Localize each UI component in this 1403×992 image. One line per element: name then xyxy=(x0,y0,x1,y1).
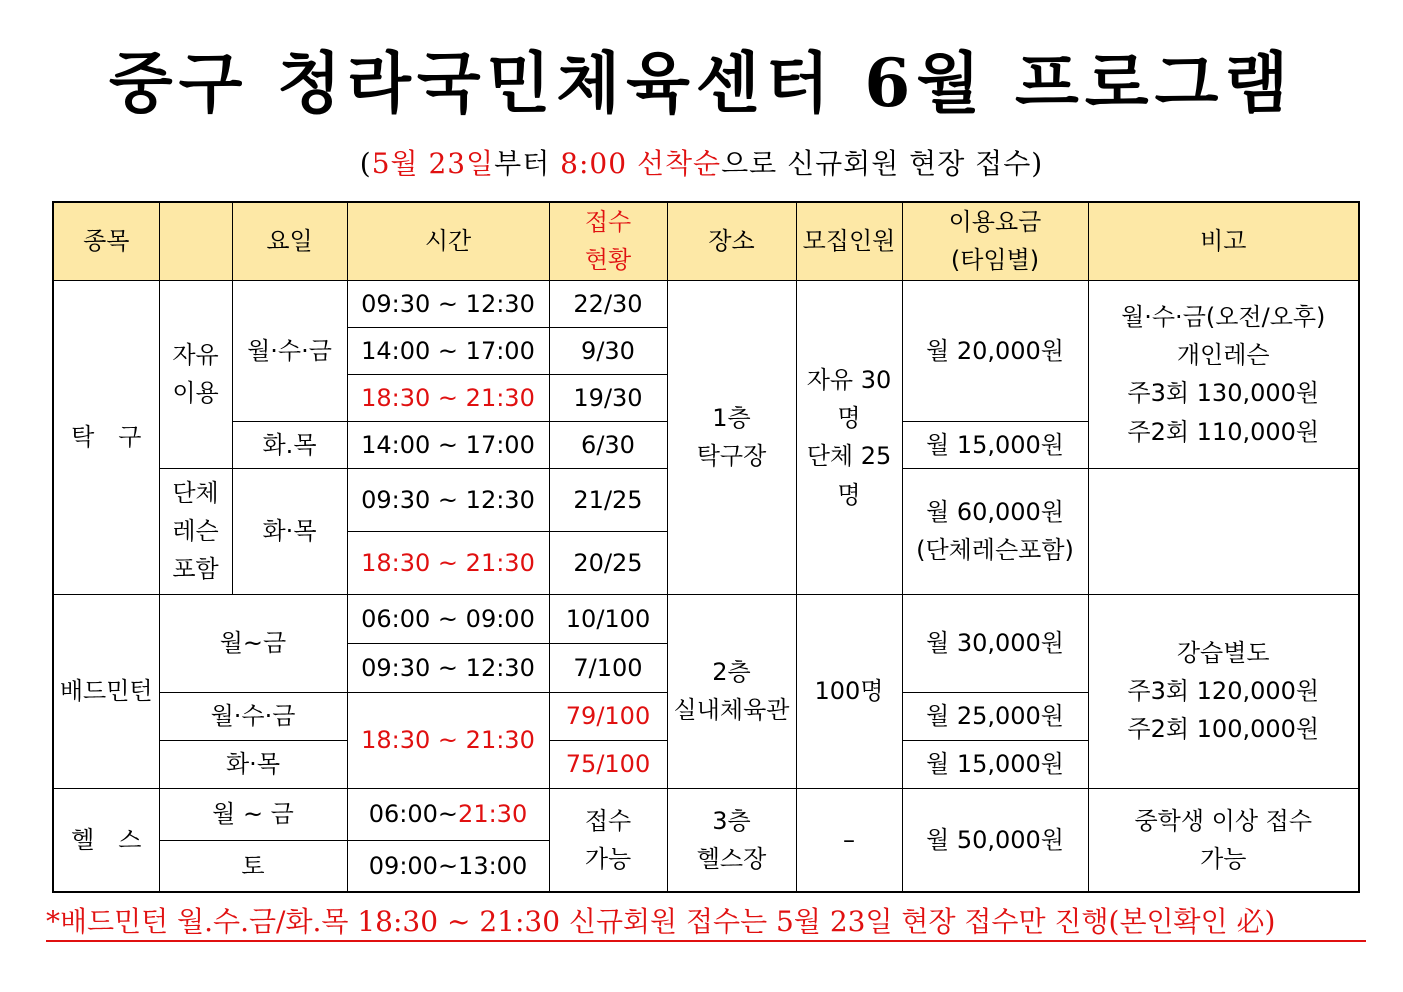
bd-day-tt: 화·목 xyxy=(159,740,347,788)
subtitle-mid2: 으로 신규회원 현장 접수) xyxy=(721,147,1044,180)
tt-day-tt: 화.목 xyxy=(232,421,347,468)
header-fee: 이용요금 (타임별) xyxy=(902,202,1088,280)
tt-fee-mwf: 월 20,000원 xyxy=(902,280,1088,421)
tt-day-mwf: 월·수·금 xyxy=(232,280,347,421)
footer-notice: *배드민턴 월.수.금/화.목 18:30 ~ 21:30 신규회원 접수는 5월 23일 현장 접수만 진행(본인확인 必) xyxy=(46,904,1366,942)
tt-group-fee: 월 60,000원 (단체레슨포함) xyxy=(902,468,1088,594)
header-blank xyxy=(159,202,232,280)
tt-group-time-2: 18:30 ~ 21:30 xyxy=(347,531,549,594)
tt-status-2: 9/30 xyxy=(549,327,667,374)
subtitle-time: 8:00 선착순 xyxy=(560,147,722,180)
subtitle-open: ( xyxy=(359,147,372,180)
tt-time-4: 14:00 ~ 17:00 xyxy=(347,421,549,468)
bd-time-2: 09:30 ~ 12:30 xyxy=(347,643,549,692)
tt-time-1: 09:30 ~ 12:30 xyxy=(347,280,549,327)
hl-time-2: 09:00~13:00 xyxy=(347,840,549,892)
bd-day-mf: 월~금 xyxy=(159,594,347,692)
bd-time-3: 18:30 ~ 21:30 xyxy=(347,692,549,788)
table-row xyxy=(53,280,1359,327)
tt-group-day: 화·목 xyxy=(232,468,347,594)
bd-status-1: 10/100 xyxy=(549,594,667,643)
hl-day-1: 월 ~ 금 xyxy=(159,788,347,840)
bd-fee-mwf: 월 25,000원 xyxy=(902,692,1088,740)
tt-status-4: 6/30 xyxy=(549,421,667,468)
subtitle-date: 5월 23일 xyxy=(371,147,495,180)
tt-status-3: 19/30 xyxy=(549,374,667,421)
bd-status-2: 7/100 xyxy=(549,643,667,692)
tt-place: 1층 탁구장 xyxy=(667,280,796,594)
header-day: 요일 xyxy=(232,202,347,280)
tt-capacity: 자유 30명 단체 25명 xyxy=(796,280,902,594)
header-row xyxy=(53,202,1359,280)
bd-place: 2층 실내체육관 xyxy=(667,594,796,788)
sport-badminton: 배드민턴 xyxy=(53,594,159,788)
hl-day-2: 토 xyxy=(159,840,347,892)
tt-note: 월·수·금(오전/오후) 개인레슨 주3회 130,000원 주2회 110,000원 xyxy=(1088,280,1359,468)
bd-time-1: 06:00 ~ 09:00 xyxy=(347,594,549,643)
bd-status-4: 75/100 xyxy=(549,740,667,788)
sport-table-tennis: 탁 구 xyxy=(53,280,159,594)
tt-group-time-1: 09:30 ~ 12:30 xyxy=(347,468,549,531)
hl-place: 3층 헬스장 xyxy=(667,788,796,892)
tt-group-status-2: 20/25 xyxy=(549,531,667,594)
program-table xyxy=(52,201,1360,893)
sport-health: 헬 스 xyxy=(53,788,159,892)
bd-fee-tt: 월 15,000원 xyxy=(902,740,1088,788)
page-title: 중구 청라국민체육센터 6월 프로그램 xyxy=(108,44,1295,122)
subtitle-mid1: 부터 xyxy=(494,147,561,180)
hl-time-1: 06:00~21:30 xyxy=(347,788,549,840)
bd-fee-mf: 월 30,000원 xyxy=(902,594,1088,692)
header-sport: 종목 xyxy=(53,202,159,280)
hl-status: 접수 가능 xyxy=(549,788,667,892)
header-time: 시간 xyxy=(347,202,549,280)
tt-free-label: 자유 이용 xyxy=(159,280,232,468)
table-row xyxy=(53,594,1359,643)
bd-note: 강습별도 주3회 120,000원 주2회 100,000원 xyxy=(1088,594,1359,788)
tt-time-2: 14:00 ~ 17:00 xyxy=(347,327,549,374)
bd-day-mwf: 월·수·금 xyxy=(159,692,347,740)
header-status: 접수 현황 xyxy=(549,202,667,280)
table-row xyxy=(53,788,1359,840)
header-capacity: 모집인원 xyxy=(796,202,902,280)
subtitle xyxy=(0,142,1403,182)
hl-capacity: – xyxy=(796,788,902,892)
tt-group-note xyxy=(1088,468,1359,594)
hl-fee: 월 50,000원 xyxy=(902,788,1088,892)
tt-status-1: 22/30 xyxy=(549,280,667,327)
hl-note: 중학생 이상 접수 가능 xyxy=(1088,788,1359,892)
header-place: 장소 xyxy=(667,202,796,280)
bd-status-3: 79/100 xyxy=(549,692,667,740)
tt-group-label: 단체 레슨 포함 xyxy=(159,468,232,594)
tt-group-status-1: 21/25 xyxy=(549,468,667,531)
header-note: 비고 xyxy=(1088,202,1359,280)
tt-time-3: 18:30 ~ 21:30 xyxy=(347,374,549,421)
tt-fee-tt: 월 15,000원 xyxy=(902,421,1088,468)
bd-capacity: 100명 xyxy=(796,594,902,788)
